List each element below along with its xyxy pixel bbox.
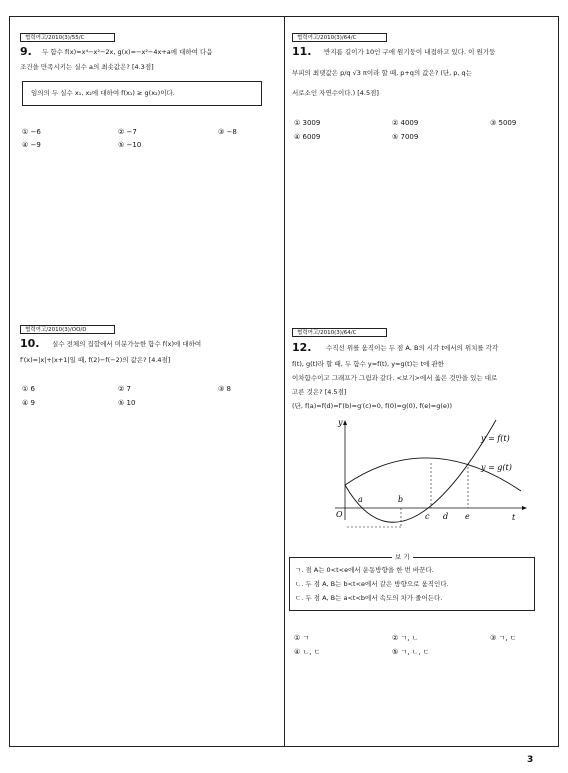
q9-source-tag: 협력여고/2010(3)/55/C [20,33,115,42]
q12-option-4[interactable]: ④ ㄴ, ㄷ [294,648,321,656]
q12-statement-box [289,557,535,611]
tick-c: c [425,512,430,521]
q12-statement-2: ㄴ. 두 점 A, B는 b<t<e에서 같은 방향으로 움직인다. [295,580,449,588]
q10-option-4[interactable]: ④ 9 [22,399,35,407]
label-f: y = f(t) [481,434,510,443]
tick-b: b [398,495,404,504]
q12-option-3[interactable]: ③ ㄱ, ㄷ [490,634,517,642]
tick-d: d [443,512,449,521]
t-axis-arrow-icon [522,506,527,510]
q9-condition-text: 임의의 두 실수 x₁, x₂에 대하여 f(x₁) ≥ g(x₂)이다. [31,89,175,97]
q9-number: 9. [20,45,32,58]
q10-stem-line1: 실수 전체의 집합에서 미분가능한 함수 f(x)에 대하여 [52,340,202,348]
q9-stem-line1: 두 함수 f(x)=x⁴−x²−2x, g(x)=−x²−4x+a에 대하여 다음 [42,48,213,56]
q12-number: 12. [292,341,312,354]
q9-option-1[interactable]: ① −6 [22,128,41,136]
q10-source-tag: 협력여고/2010(3)/OO/D [20,325,115,334]
q11-stem-line2: 부피의 최댓값은 p/q √3 π이라 할 때, p+q의 값은? (단, p, q는 [292,69,472,77]
q10-option-2[interactable]: ② 7 [118,385,131,393]
q11-option-3[interactable]: ③ 5009 [490,119,517,127]
q12-option-2[interactable]: ② ㄱ, ㄴ [392,634,419,642]
q12-stem-line5: (단, f(a)=f(d)=f′(b)=g′(c)=0, f(0)=g(0), f(e)=g(e)) [292,402,452,410]
tick-e: e [465,512,470,521]
q12-statement-1: ㄱ. 점 A는 0<t<e에서 운동방향을 한 번 바꾼다. [295,566,434,574]
q9-stem-line2: 조건을 만족시키는 실수 a의 최솟값은? [4.3점] [20,63,154,71]
q12-stem-line1: 수직선 위를 움직이는 두 점 A, B의 시각 t에서의 위치를 각각 [326,344,499,352]
q11-option-1[interactable]: ① 3009 [294,119,321,127]
q11-stem-line1: 반지름 길이가 10인 구에 원기둥이 내접하고 있다. 이 원기둥 [324,48,496,56]
q10-option-5[interactable]: ⑤ 10 [118,399,136,407]
q9-option-4[interactable]: ④ −9 [22,141,41,149]
q11-option-5[interactable]: ⑤ 7009 [392,133,419,141]
t-axis-label: t [512,513,516,522]
q11-option-2[interactable]: ② 4009 [392,119,419,127]
q11-number: 11. [292,45,312,58]
q12-stem-line4: 고른 것은? [4.5점] [292,388,347,396]
tick-a: a [358,495,363,504]
q10-option-1[interactable]: ① 6 [22,385,35,393]
q12-statement-3: ㄷ. 두 점 A, B는 a<t<b에서 속도의 차가 줄어든다. [295,594,443,602]
curve-f [345,420,496,522]
q10-number: 10. [20,337,40,350]
q12-option-5[interactable]: ⑤ ㄱ, ㄴ, ㄷ [392,648,430,656]
q9-option-5[interactable]: ⑤ −10 [118,141,142,149]
q9-option-2[interactable]: ② −7 [118,128,137,136]
q12-box-title: 보 기 [392,552,413,561]
q11-option-4[interactable]: ④ 6009 [294,133,321,141]
q9-option-3[interactable]: ③ −8 [218,128,237,136]
q12-stem-line3: 이차함수이고 그래프가 그림과 같다. <보기>에서 옳은 것만을 있는 대로 [292,374,498,382]
y-axis-arrow-icon [343,420,347,425]
q12-stem-line2: f(t), g(t)라 할 때, 두 함수 y=f(t), y=g(t)는 t에 관한 [292,360,445,368]
page-number: 3 [527,755,534,765]
q12-source-tag: 협력여고/2010(3)/64/C [292,328,387,337]
origin-label: O [336,510,343,519]
label-g: y = g(t) [481,463,512,472]
q10-stem-line2: f′(x)=|x|+|x+1|일 때, f(2)−f(−2)의 값은? [4.4점] [20,356,171,364]
q11-stem-line3: 서로소인 자연수이다.) [4.5점] [292,89,379,97]
q12-option-1[interactable]: ① ㄱ [294,634,310,642]
q11-source-tag: 협력여고/2010(3)/64/C [292,33,387,42]
q10-option-3[interactable]: ③ 8 [218,385,231,393]
y-axis-label: y [338,418,343,427]
